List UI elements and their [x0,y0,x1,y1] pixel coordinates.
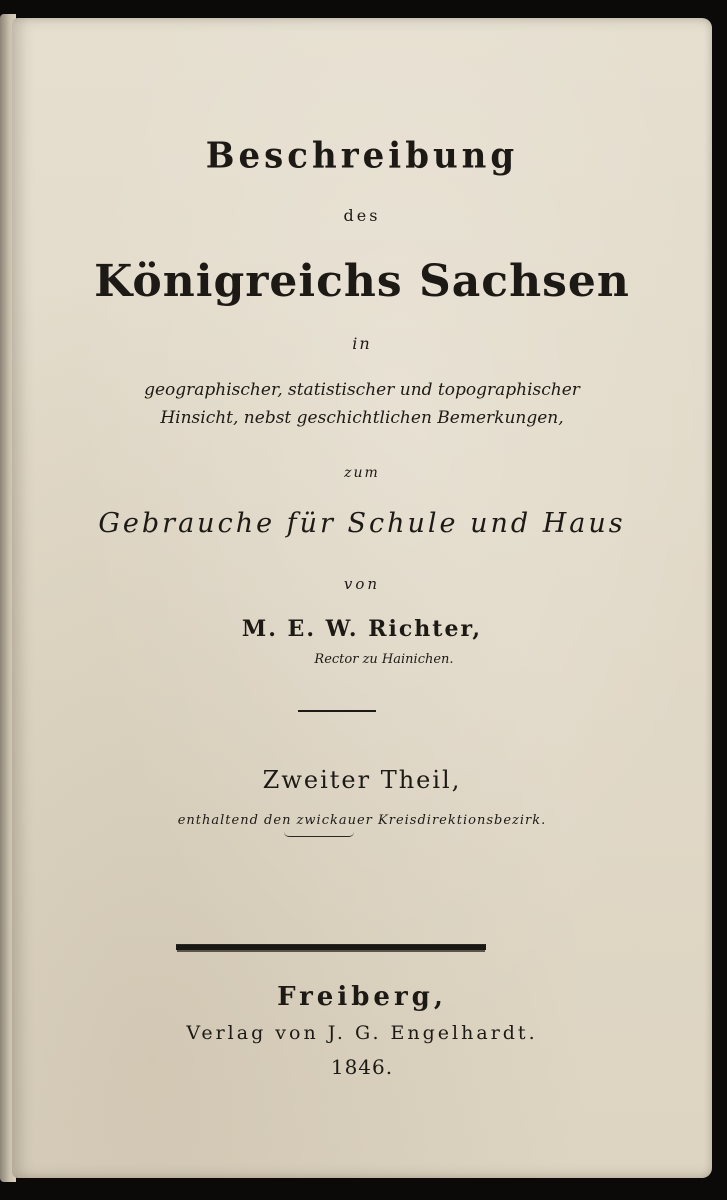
title-page [12,18,712,1178]
short-divider [298,710,376,712]
title-subject: Königreichs Sachsen [94,256,630,307]
publication-city: Freiberg, [277,982,447,1012]
volume-contents: enthaltend den zwickauer Kreisdirektionsbezirk. [177,813,547,828]
title-article: des [343,206,381,225]
publisher: Verlag von J. G. Engelhardt. [186,1022,538,1044]
subtitle-line-1: geographischer, statistischer und topographischer [144,380,580,400]
thick-divider [176,944,486,950]
purpose-prefix: zum [344,465,380,481]
book-title: Beschreibung [205,135,519,177]
author-title: Rector zu Hainichen. [314,652,454,667]
purpose-line: Gebrauche für Schule und Haus [98,508,626,539]
subtitle-line-2: Hinsicht, nebst geschichtlichen Bemerkungen, [160,408,564,428]
volume-part: Zweiter Theil, [262,766,462,794]
pencil-underline [284,832,354,837]
author-prefix: von [343,575,381,593]
author-name: M. E. W. Richter, [241,616,483,642]
title-preposition: in [352,334,372,353]
publication-year: 1846. [330,1055,394,1079]
